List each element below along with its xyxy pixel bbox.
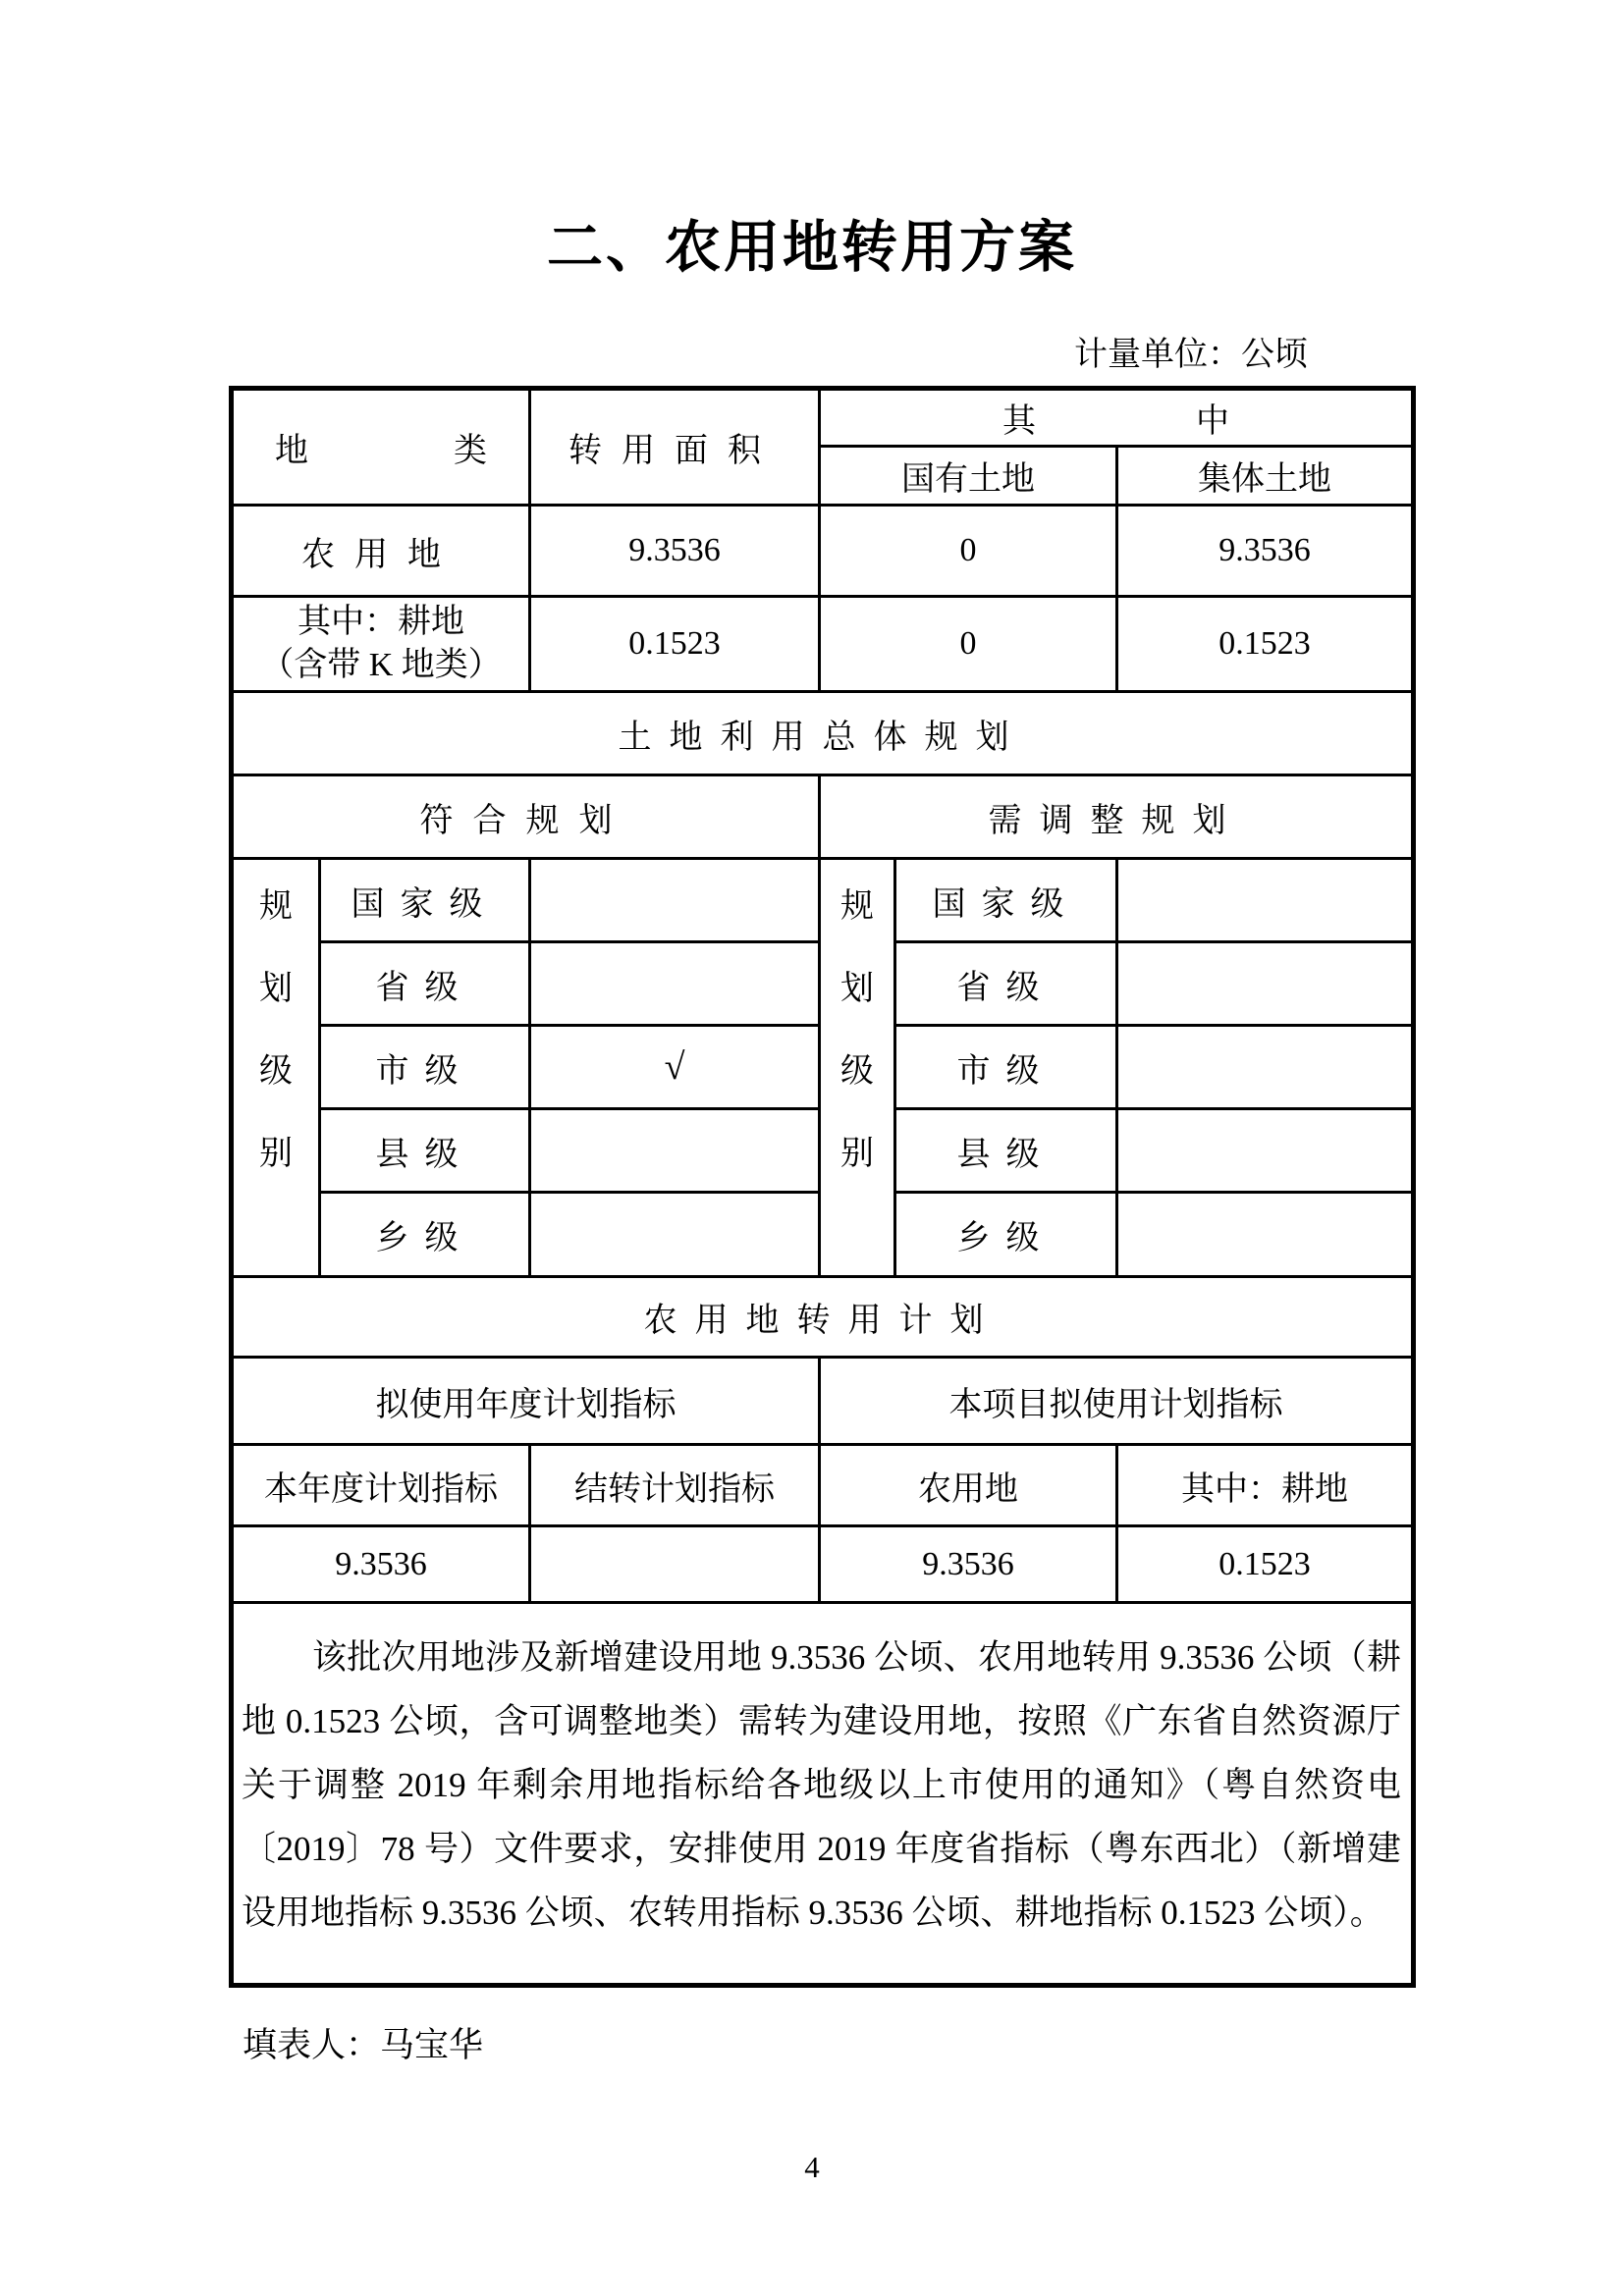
header-collective: 集体土地 [1117, 447, 1414, 506]
conform-value-township [530, 1193, 820, 1277]
plan-annual-title: 拟使用年度计划指标 [232, 1358, 820, 1445]
level-axis-char: 划 [840, 971, 874, 1007]
plan-val-farmland: 9.3536 [820, 1526, 1117, 1603]
conform-level-label-municipal: 市级 [320, 1026, 530, 1109]
cultivated-area-value: 0.1523 [530, 597, 820, 692]
planning-subtitle-row [232, 775, 1414, 859]
conform-level-label-county: 县级 [320, 1109, 530, 1193]
header-land-category-label: 地类 [275, 433, 487, 469]
conform-level-axis-chars [234, 862, 318, 1274]
table-row-cultivated [232, 597, 1414, 692]
adjust-level-label-provincial: 省级 [895, 942, 1117, 1026]
adjust-level-axis-chars [821, 862, 893, 1274]
conform-level-label-provincial: 省级 [320, 942, 530, 1026]
adjust-level-axis [820, 859, 895, 1277]
table-row-farmland [232, 506, 1414, 597]
remarks-row [232, 1603, 1414, 1986]
header-row-top [232, 389, 1414, 447]
level-axis-char: 别 [840, 1136, 874, 1172]
planning-row-national [232, 859, 1414, 942]
plan-columns-row [232, 1445, 1414, 1526]
level-axis-char: 划 [259, 971, 293, 1007]
adjust-value-national [1117, 859, 1414, 942]
adjust-value-municipal [1117, 1026, 1414, 1109]
adjust-level-label-township: 乡级 [895, 1193, 1117, 1277]
conform-level-axis [232, 859, 320, 1277]
adjust-level-label-national: 国家级 [895, 859, 1117, 942]
conform-value-national [530, 859, 820, 942]
plan-col-current-year: 本年度计划指标 [232, 1445, 530, 1526]
conform-value-municipal-checkmark: √ [530, 1026, 820, 1109]
plan-section-title-row [232, 1277, 1414, 1358]
adjust-value-township [1117, 1193, 1414, 1277]
page-title: 二、农用地转用方案 [547, 216, 1077, 279]
planning-section-title: 土地利用总体规划 [232, 692, 1414, 775]
cultivated-label [232, 597, 530, 692]
adjust-value-county [1117, 1109, 1414, 1193]
level-axis-char: 规 [259, 888, 293, 925]
planning-section-title-row [232, 692, 1414, 775]
plan-subtitle-row [232, 1358, 1414, 1445]
level-axis-char: 别 [259, 1136, 293, 1172]
level-axis-char: 级 [840, 1053, 874, 1090]
conform-value-provincial [530, 942, 820, 1026]
adjust-value-provincial [1117, 942, 1414, 1026]
level-axis-char: 级 [259, 1053, 293, 1090]
plan-section-title: 农用地转用计划 [232, 1277, 1414, 1358]
cultivated-collective-value: 0.1523 [1117, 597, 1414, 692]
plan-val-current-year: 9.3536 [232, 1526, 530, 1603]
adjust-level-label-municipal: 市级 [895, 1026, 1117, 1109]
preparer-line: 填表人：马宝华 [243, 2026, 484, 2064]
plan-col-farmland: 农用地 [820, 1445, 1117, 1526]
header-of-which-label: 其中 [1002, 403, 1230, 440]
farmland-label: 农用地 [232, 506, 530, 597]
farmland-area-value: 9.3536 [530, 506, 820, 597]
adjust-level-label-county: 县级 [895, 1109, 1117, 1193]
conform-level-label-township: 乡级 [320, 1193, 530, 1277]
measurement-unit-note: 计量单位：公顷 [1074, 337, 1308, 373]
header-land-category [232, 389, 530, 506]
page-number: 4 [804, 2150, 820, 2184]
land-conversion-table [229, 386, 1416, 1988]
cultivated-label-line1: 其中：耕地 [298, 604, 464, 640]
farmland-state-value: 0 [820, 506, 1117, 597]
remarks-cell [232, 1603, 1414, 1986]
header-conversion-area: 转用面积 [530, 389, 820, 506]
plan-val-carryover [530, 1526, 820, 1603]
level-axis-char: 规 [840, 888, 874, 925]
plan-col-carryover: 结转计划指标 [530, 1445, 820, 1526]
conform-planning-title: 符合规划 [232, 775, 820, 859]
adjust-planning-title: 需调整规划 [820, 775, 1414, 859]
cultivated-label-line2: （含带 K 地类） [260, 647, 502, 683]
remarks-text: 该批次用地涉及新增建设用地 9.3536 公顷、农用地转用 9.3536 公顷（耕地 0.1523 公顷，含可调整地类）需转为建设用地，按照《广东省自然资源厅关于调整 2019 年剩余用地指标给各地级以上市使用的通知》（粤自然资电〔2019〕78 号）文件要求，安排使用 2019 年度省指标（粤东西北）（新增建设用地指标 9.3536 公顷、农转用指标 9.3536 公顷、耕地指标 0.1523 公顷）。 [242, 1638, 1402, 1932]
header-of-which [820, 389, 1414, 447]
cultivated-state-value: 0 [820, 597, 1117, 692]
plan-val-cultivated: 0.1523 [1117, 1526, 1414, 1603]
conform-level-label-national: 国家级 [320, 859, 530, 942]
plan-values-row [232, 1526, 1414, 1603]
conform-value-county [530, 1109, 820, 1193]
farmland-collective-value: 9.3536 [1117, 506, 1414, 597]
plan-project-title: 本项目拟使用计划指标 [820, 1358, 1414, 1445]
plan-col-cultivated: 其中：耕地 [1117, 1445, 1414, 1526]
header-state-owned: 国有土地 [820, 447, 1117, 506]
